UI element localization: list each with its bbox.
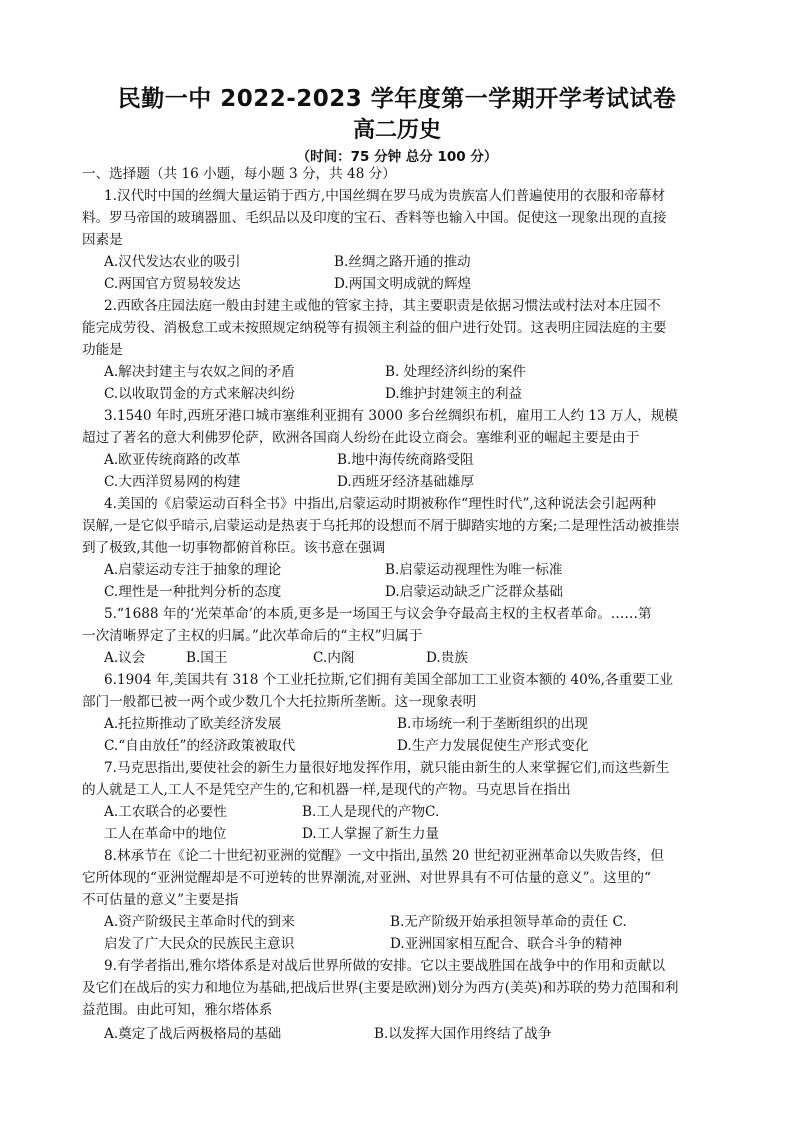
question-4-text: 误解,一是它似乎暗示,启蒙运动是热衷于乌托邦的设想而不屑于脚踏实地的方案;二是理性活动被推崇 — [82, 518, 680, 534]
question-8-text: 它所体现的“亚洲觉醒却是不可逆转的世界潮流,对亚洲、对世界具有不可估量的意义”。这里的“ — [82, 870, 651, 886]
question-2-text: 2.西欧各庄园法庭一般由封建主或他的管家主持，其主要职责是依据习惯法或村法对本庄园不 — [104, 298, 661, 314]
option-9b: B.以发挥大国作用终结了战争 — [374, 1026, 552, 1042]
option-7d: D.工人掌握了新生力量 — [302, 826, 440, 842]
question-2-text: 功能是 — [82, 342, 123, 358]
option-8c: 启发了广大民众的民族民主意识 — [104, 936, 295, 952]
option-1d: D.两国文明成就的辉煌 — [334, 276, 472, 292]
option-6a: A.托拉斯推动了欧美经济发展 — [104, 716, 282, 732]
option-4c: C.理性是一种批判分析的态度 — [104, 584, 282, 600]
question-5-text: 5.“1688 年的‘光荣革命’的本质,更多是一场国王与议会争夺最高主权的主权者革命。……第 — [104, 606, 652, 622]
question-3-text: 3.1540 年时,西班牙港口城市塞维利亚拥有 3000 多台丝绸织布机，雇用工人约 13 万人，规模 — [104, 408, 678, 424]
question-8-text: 不可估量的意义”主要是指 — [82, 892, 239, 908]
question-7-text: 的人就是工人,工人不是凭空产生的,它和机器一样,是现代的产物。马克思旨在指出 — [82, 782, 571, 798]
question-8-text: 8.林承节在《论二十世纪初亚洲的觉醒》一文中指出,虽然 20 世纪初亚洲革命以失败告终，但 — [104, 848, 664, 864]
option-8d: D.亚洲国家相互配合、联合斗争的精神 — [390, 936, 623, 952]
exam-meta: （时间：75 分钟 总分 100 分） — [296, 149, 498, 165]
option-2a: A.解决封建主与农奴之间的矛盾 — [104, 364, 295, 380]
option-1b: B.丝绸之路开通的推动 — [334, 254, 471, 270]
option-2d: D.维护封建领主的利益 — [385, 386, 523, 402]
option-2c: C.以收取罚金的方式来解决纠纷 — [104, 386, 295, 402]
question-6-text: 6.1904 年,美国共有 318 个工业托拉斯,它们拥有美国全部加工工业资本额的 40%,各重要工业 — [104, 672, 673, 688]
option-1c: C.两国官方贸易较发达 — [104, 276, 241, 292]
option-2b: B. 处理经济纠纷的案件 — [385, 364, 526, 380]
question-9-text: 9.有学者指出,雅尔塔体系是对战后世界所做的安排。它以主要战胜国在战争中的作用和贡献以 — [104, 958, 666, 974]
option-5b: B.国王 — [186, 650, 228, 666]
question-3-text: 超过了著名的意大利佛罗伦萨，欧洲各国商人纷纷在此设立商会。塞维利亚的崛起主要是由于 — [82, 430, 640, 446]
question-1-text: 料。罗马帝国的玻璃器皿、毛织品以及印度的宝石、香料等也输入中国。促使这一现象出现的直接 — [82, 210, 667, 226]
option-3a: A.欧亚传统商路的改革 — [104, 452, 241, 468]
question-7-text: 7.马克思指出,要使社会的新生力量很好地发挥作用，就只能由新生的人来掌握它们,而这些新生 — [104, 760, 670, 776]
option-6d: D.生产力发展促使生产形式变化 — [397, 738, 589, 754]
option-5d: D.贵族 — [426, 650, 468, 666]
question-2-text: 能完成劳役、消极怠工或未按照规定纳税等有损领主利益的佃户进行处罚。这表明庄园法庭的主要 — [82, 320, 667, 336]
exam-title: 民勤一中 2022-2023 学年度第一学期开学考试试卷 — [117, 86, 677, 112]
section-heading: 一、选择题（共 16 小题，每小题 3 分，共 48 分） — [82, 166, 396, 182]
option-8b: B.无产阶级开始承担领导革命的责任 C. — [390, 914, 627, 930]
option-9a: A.奠定了战后两极格局的基础 — [104, 1026, 282, 1042]
question-9-text: 及它们在战后的实力和地位为基础,把战后世界(主要是欧洲)划分为西方(美英)和苏联的势力范围和利 — [82, 980, 679, 996]
option-8a: A.资产阶级民主革命时代的到来 — [104, 914, 295, 930]
question-1-text: 1.汉代时中国的丝绸大量运销于西方,中国丝绸在罗马成为贵族富人们普遍使用的衣服和帝幕材 — [104, 188, 666, 204]
option-4d: D.启蒙运动缺乏广泛群众基础 — [385, 584, 563, 600]
question-4-text: 到了极致,其他一切事物都俯首称臣。该书意在强调 — [82, 540, 386, 556]
option-5c: C.内阁 — [313, 650, 355, 666]
option-4b: B.启蒙运动视理性为唯一标准 — [385, 562, 563, 578]
option-5a: A.议会 — [104, 650, 146, 666]
option-3d: D.西班牙经济基础雄厚 — [337, 474, 475, 490]
option-3c: C.大西洋贸易网的构建 — [104, 474, 241, 490]
option-1a: A.汉代发达农业的吸引 — [104, 254, 241, 270]
question-6-text: 部门一般都已被一两个或少数几个大托拉斯所垄断。这一现象表明 — [82, 694, 477, 710]
option-7a: A.工农联合的必要性 — [104, 804, 227, 820]
option-7b: B.工人是现代的产物C. — [302, 804, 440, 820]
option-4a: A.启蒙运动专注于抽象的理论 — [104, 562, 282, 578]
question-4-text: 4.美国的《启蒙运动百科全书》中指出,启蒙运动时期被称作“理性时代”,这种说法会引起两种 — [104, 496, 657, 512]
question-5-text: 一次清晰界定了主权的归属。”此次革命后的“主权”归属于 — [82, 628, 423, 644]
question-1-text: 因素是 — [82, 232, 123, 248]
exam-subject: 高二历史 — [352, 118, 441, 143]
option-3b: B.地中海传统商路受阻 — [337, 452, 474, 468]
question-9-text: 益范围。由此可知，雅尔塔体系 — [82, 1002, 273, 1018]
option-6c: C.“自由放任”的经济政策被取代 — [104, 738, 296, 754]
option-7c: 工人在革命中的地位 — [104, 826, 227, 842]
option-6b: B.市场统一利于垄断组织的出现 — [397, 716, 589, 732]
